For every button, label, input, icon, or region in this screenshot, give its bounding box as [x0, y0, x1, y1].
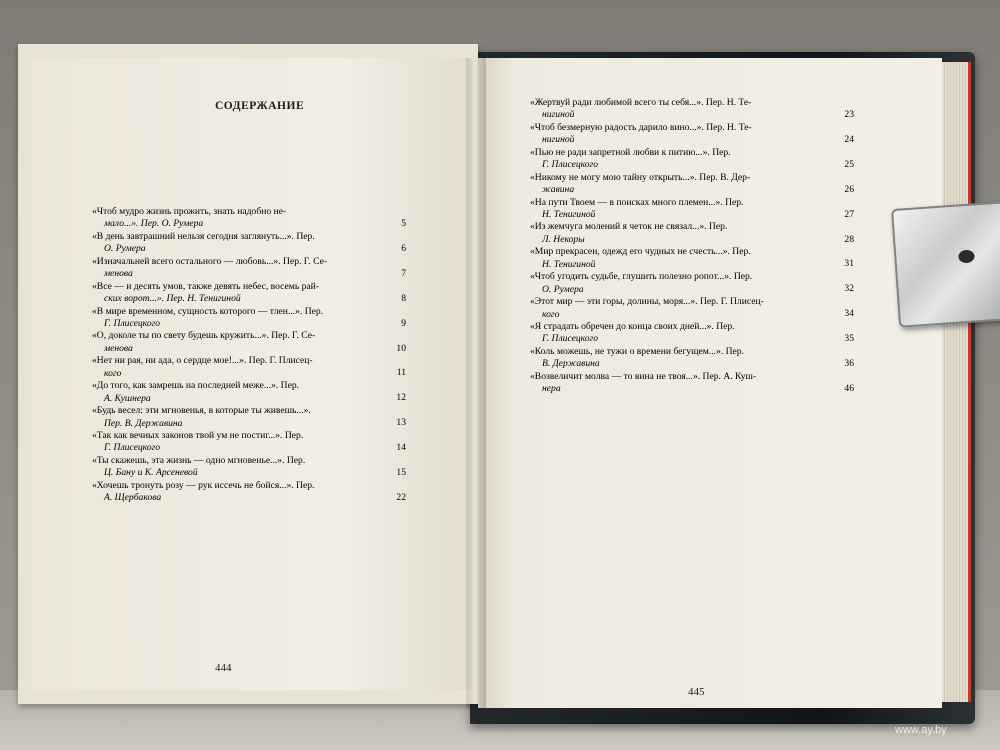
page-number-right: 445: [688, 686, 705, 698]
toc-entry-line1: «Ты скажешь, эта жизнь — одно мгновенье...». Пер.: [92, 454, 306, 466]
toc-entry-translator: В. Державина: [542, 358, 600, 370]
toc-entry-translator: ских ворот...». Пер. Н. Тенигиной: [104, 293, 241, 305]
toc-entry: [530, 221, 860, 246]
toc-entry-line1: «Этот мир — эти горы, долины, моря...». Пер. Г. Плисец-: [530, 296, 764, 308]
toc-entry-page: 9: [401, 317, 406, 329]
toc-entry-translator: нигиной: [542, 109, 575, 121]
toc-entry-line2: [92, 368, 378, 380]
toc-entry-line1: «Я страдать обречен до конца своих дней...». Пер.: [530, 321, 735, 333]
toc-entry-translator: Г. Плисецкого: [104, 317, 161, 329]
toc-entry-page: 11: [396, 367, 406, 379]
toc-entry-page: 13: [396, 417, 406, 429]
toc-entry: [530, 321, 860, 346]
toc-entry-page: 15: [396, 467, 406, 478]
toc-entry-page: 46: [844, 382, 854, 394]
toc-entry: [92, 306, 412, 331]
toc-entry-page: 8: [401, 292, 406, 304]
toc-right-list: [530, 97, 860, 396]
toc-entry-translator: менова: [104, 342, 133, 354]
toc-entry-line1: «В мире временном, сущность которого — тлен...». Пер.: [92, 305, 324, 317]
toc-entry: [92, 231, 412, 256]
toc-entry-translator: О. Румера: [104, 243, 146, 255]
toc-entry-line1: «Чтоб угодить судьбе, глушить полезно ропот...». Пер.: [530, 271, 753, 283]
toc-entry-line2: [92, 492, 378, 504]
toc-entry-page: 14: [396, 442, 406, 454]
toc-entry: [92, 281, 412, 306]
toc-entry-line1: «Все — и десять умов, также девять небес, восемь рай-: [92, 280, 320, 292]
toc-entry-line2: [92, 418, 378, 430]
toc-entry-line2: [92, 268, 378, 280]
toc-entry-page: 26: [844, 183, 854, 195]
toc-entry-translator: нигиной: [542, 134, 575, 146]
toc-entry-line2: [92, 442, 378, 454]
toc-entry-page: 27: [844, 208, 854, 220]
toc-entry-page: 32: [844, 283, 854, 295]
toc-entry: [92, 480, 412, 505]
toc-entry: [530, 296, 860, 321]
toc-entry-line2: [530, 358, 826, 370]
toc-entry-line2: [530, 134, 826, 146]
toc-entry-line2: [92, 343, 378, 355]
toc-entry-page: 35: [844, 333, 854, 345]
toc-entry-line1: «Жертвуй ради любимой всего ты себя...». Пер. Н. Те-: [530, 97, 752, 108]
toc-entry: [530, 122, 860, 147]
toc-entry-line1: «На пути Твоем — в поисках много племен...». Пер.: [530, 196, 744, 208]
page-number-left: 444: [215, 662, 232, 674]
toc-entry-page: 7: [401, 267, 406, 279]
toc-entry-page: 25: [844, 158, 854, 170]
toc-entry-line1: «Будь весел: эти мгновенья, в которые ты живешь...».: [92, 405, 311, 417]
toc-entry-line2: [92, 467, 378, 479]
toc-entry-line1: «Чтоб безмерную радость дарило вино...». Пер. Н. Те-: [530, 121, 752, 133]
toc-entry-line1: «В день завтрашний нельзя сегодня заглянуть...». Пер.: [92, 230, 315, 242]
toc-entry-translator: Г. Плисецкого: [542, 159, 599, 171]
toc-entry: [92, 430, 412, 455]
toc-entry-line2: [530, 333, 826, 345]
toc-entry-line1: «Хочешь тронуть розу — рук иссечь не бойся...». Пер.: [92, 479, 315, 491]
toc-entry-line1: «Нет ни рая, ни ада, о сердце мое!...». Пер. Г. Плисец-: [92, 355, 313, 367]
toc-entry: [530, 246, 860, 271]
toc-entry-page: 22: [396, 491, 406, 503]
toc-entry-translator: менова: [104, 268, 133, 280]
toc-entry-page: 12: [396, 392, 406, 404]
toc-entry-page: 5: [401, 218, 406, 230]
contents-title: СОДЕРЖАНИЕ: [215, 100, 305, 112]
toc-entry-translator: кого: [542, 308, 560, 320]
toc-entry-page: 24: [844, 133, 854, 145]
toc-entry: [530, 147, 860, 172]
page-edges: [942, 62, 971, 702]
toc-entry-line2: [530, 309, 826, 321]
toc-entry-line2: [530, 234, 826, 246]
toc-entry-line1: «О, доколе ты по свету будешь кружить...». Пер. Г. Се-: [92, 330, 316, 342]
toc-entry-line2: [92, 393, 378, 405]
toc-entry: [92, 380, 412, 405]
toc-entry-line1: «Мир прекрасен, одежд его чудных не счесть...». Пер.: [530, 246, 751, 258]
toc-entry-translator: Г. Плисецкого: [104, 442, 161, 454]
toc-entry: [530, 97, 860, 122]
toc-entry-translator: Г. Плисецкого: [542, 333, 599, 345]
toc-entry-translator: А. Щербакова: [104, 492, 162, 504]
toc-entry-line2: [92, 318, 378, 330]
toc-entry-translator: О. Румера: [542, 283, 584, 295]
toc-entry-translator: Н. Тенигиной: [542, 258, 596, 270]
toc-entry: [92, 206, 412, 231]
toc-entry-line2: [530, 184, 826, 196]
toc-entry-line1: «Из жемчуга молений я четок не связал...». Пер.: [530, 221, 728, 233]
toc-entry-translator: Ц. Бану и К. Арсеневой: [104, 467, 198, 479]
toc-entry: [530, 172, 860, 197]
toc-entry-line1: «Чтоб мудро жизнь прожить, знать надобно не-: [92, 206, 287, 217]
toc-entry-line2: [92, 243, 378, 255]
toc-entry-page: 36: [844, 358, 854, 369]
toc-entry-translator: мало...». Пер. О. Румера: [104, 218, 204, 230]
toc-entry-page: 23: [844, 109, 854, 121]
toc-entry-line2: [530, 383, 826, 395]
toc-entry-translator: кого: [104, 367, 122, 379]
toc-entry-translator: нера: [542, 383, 561, 395]
toc-entry-line2: [92, 293, 378, 305]
watermark: www.ay.by: [895, 724, 947, 736]
toc-entry-translator: Н. Тенигиной: [542, 208, 596, 220]
toc-entry-translator: А. Кушнера: [104, 392, 151, 404]
toc-entry-translator: жавина: [542, 184, 575, 196]
toc-entry-line2: [530, 259, 826, 271]
toc-entry-line2: [530, 159, 826, 171]
toc-entry-line1: «Изначальней всего остального — любовь...». Пер. Г. Се-: [92, 255, 328, 267]
toc-entry: [530, 197, 860, 222]
toc-entry-page: 34: [844, 308, 854, 320]
toc-entry: [92, 455, 412, 480]
toc-entry: [92, 256, 412, 281]
metal-clip: [891, 201, 1000, 328]
toc-entry-line1: «Так как вечных законов твой ум не постиг...». Пер.: [92, 430, 304, 442]
toc-entry-line2: [530, 109, 826, 121]
toc-entry-line2: [92, 218, 378, 230]
toc-entry-page: 6: [401, 242, 406, 254]
toc-entry: [530, 346, 860, 371]
toc-entry-line1: «До того, как замрешь на последней меже...». Пер.: [92, 380, 300, 392]
toc-entry: [92, 405, 412, 430]
toc-entry-line1: «Никому не могу мою тайну открыть...». Пер. В. Дер-: [530, 171, 751, 183]
book-gutter: [466, 58, 486, 708]
clip-hole: [958, 249, 975, 263]
toc-entry: [92, 355, 412, 380]
toc-entry-line2: [530, 209, 826, 221]
toc-entry-line1: «Пью не ради запретной любви к питию...». Пер.: [530, 146, 731, 158]
toc-entry: [530, 371, 860, 396]
toc-entry-line1: «Коль можешь, не тужи о времени бегущем...». Пер.: [530, 345, 744, 357]
toc-entry: [530, 271, 860, 296]
toc-entry-line1: «Возвеличит молва — то вина не твоя...». Пер. А. Куш-: [530, 370, 757, 382]
toc-left-list: [92, 206, 412, 505]
toc-entry-page: 31: [844, 258, 854, 270]
toc-entry-page: 28: [844, 233, 854, 245]
toc-entry: [92, 330, 412, 355]
toc-entry-translator: Пер. В. Державина: [104, 417, 183, 429]
toc-entry-translator: Л. Некоры: [542, 233, 585, 245]
toc-entry-line2: [530, 284, 826, 296]
toc-entry-page: 10: [396, 342, 406, 354]
